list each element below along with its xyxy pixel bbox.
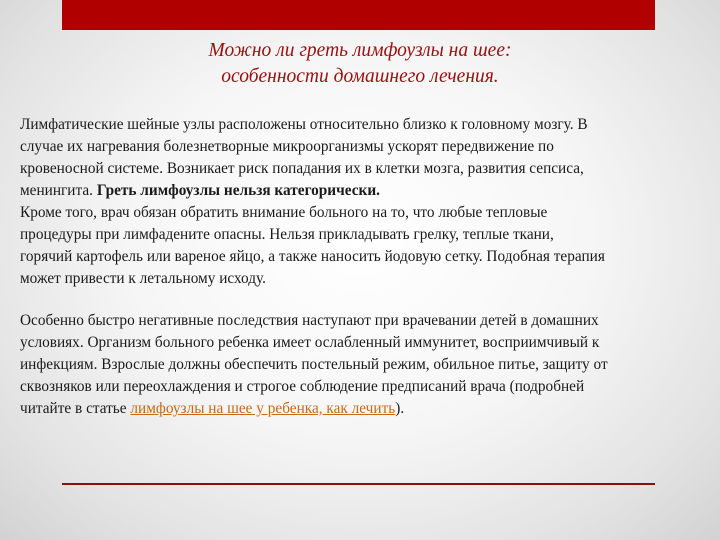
paragraph-line: может привести к летальному исходу. [20,270,266,287]
bottom-divider [62,483,655,485]
title-line-1: Можно ли греть лимфоузлы на шее: [208,40,512,61]
paragraph-line: Особенно быстро негативные последствия наступают при врачевании детей в домашних [20,312,599,329]
top-red-bar [62,0,655,30]
paragraph-spacer [20,290,714,310]
warning-bold-text: Греть лимфоузлы нельзя категорически. [96,182,380,199]
paragraph-1 [20,114,714,202]
paragraph-line: Лимфатические шейные узлы расположены относительно близко к головному мозгу. В [20,116,588,133]
paragraph-line: процедуры при лимфадените опасны. Нельзя прикладывать грелку, теплые ткани, [20,226,554,243]
paragraph-text: менингита. [20,182,97,199]
paragraph-3 [20,310,714,420]
paragraph-2 [20,202,714,290]
paragraph-line [20,398,714,420]
paragraph-text: ). [395,400,405,417]
article-link[interactable]: лимфоузлы на шее у ребенка, как лечить [130,400,396,417]
paragraph-line: горячий картофель или вареное яйцо, а также наносить йодовую сетку. Подобная терапия [20,248,605,265]
paragraph-line: инфекциям. Взрослые должны обеспечить постельный режим, обильное питье, защиту от [20,356,608,373]
paragraph-line [20,180,714,202]
paragraph-line: кровеносной системе. Возникает риск попадания их в клетки мозга, развития сепсиса, [20,160,584,177]
paragraph-line: условиях. Организм больного ребенка имеет ослабленный иммунитет, восприимчивый к [20,334,600,351]
title-line-2: особенности домашнего лечения. [221,66,499,87]
paragraph-line: сквозняков или переохлаждения и строгое соблюдение предписаний врача (подробней [20,378,585,395]
article-body [20,114,714,420]
paragraph-line: случае их нагревания болезнетворные микроорганизмы ускорят передвижение по [20,138,554,155]
slide-title [150,38,570,90]
paragraph-text: читайте в статье [20,400,131,417]
paragraph-line: Кроме того, врач обязан обратить внимание больного на то, что любые тепловые [20,204,548,221]
